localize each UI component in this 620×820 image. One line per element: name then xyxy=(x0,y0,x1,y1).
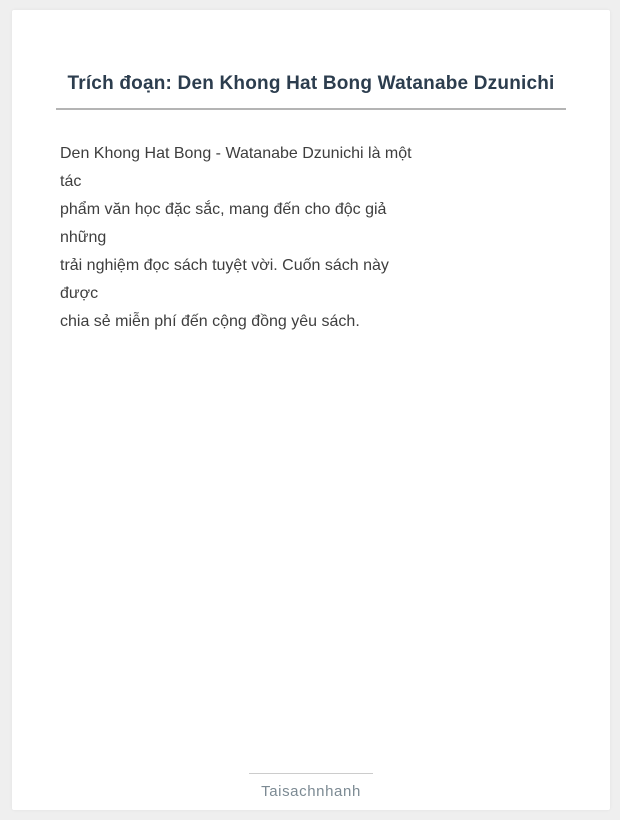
document-page xyxy=(12,10,610,810)
excerpt-line: được xyxy=(60,285,99,302)
excerpt-line: phẩm văn học đặc sắc, mang đến cho độc giả xyxy=(60,201,387,218)
excerpt-line: chia sẻ miễn phí đến cộng đồng yêu sách. xyxy=(60,313,360,330)
footer xyxy=(12,773,610,800)
footer-divider xyxy=(249,773,373,774)
excerpt-line: tác xyxy=(60,173,82,190)
excerpt-line: Den Khong Hat Bong - Watanabe Dzunichi là một xyxy=(60,145,412,162)
page-title: Trích đoạn: Den Khong Hat Bong Watanabe Dzunichi xyxy=(67,73,555,94)
excerpt-line: trải nghiệm đọc sách tuyệt vời. Cuốn sách này xyxy=(60,257,389,274)
footer-brand: Taisachnhanh xyxy=(261,783,361,800)
excerpt-line: những xyxy=(60,229,107,246)
excerpt-body xyxy=(60,140,566,336)
title-divider xyxy=(56,108,566,110)
